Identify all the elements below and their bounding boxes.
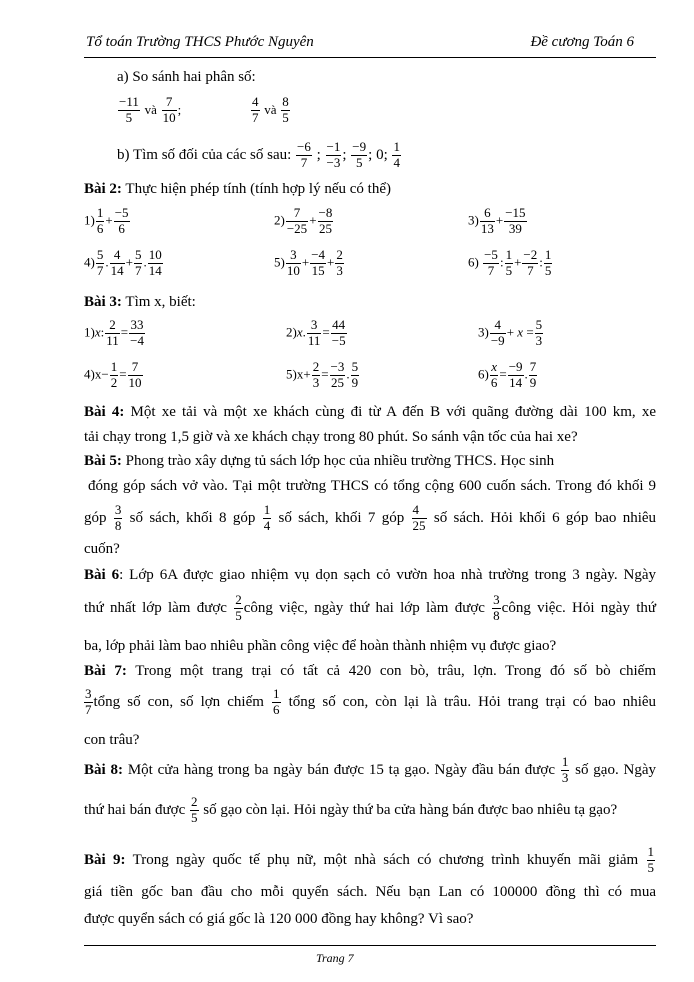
bai3-expr-1: 1)x: $\frac{2}{11}$ = $\frac{33}{-4}$ bbox=[84, 317, 144, 348]
bai3-expr-4: 4)x− $\frac{1}{2}$ = $\frac{7}{10}$ bbox=[84, 359, 142, 390]
bai9-line-2: giá tiền gốc ban đầu cho mỗi quyển sách. Nếu bạn Lan có 100000 đồng thì có mua bbox=[84, 884, 656, 900]
bai3-expr-3: 3) $\frac{4}{-9}$ + x = $\frac{5}{3}$ bbox=[478, 317, 543, 348]
bai3-heading: Bài 3: Tìm x, biết: bbox=[84, 294, 196, 310]
bai2-expr-1: 1) $\frac{1}{6}$ + $\frac{-5}{6}$ bbox=[84, 205, 129, 236]
bai5-line-1: Bài 5: Phong trào xây dựng tủ sách lớp học của nhiều trường THCS. Học sinh bbox=[84, 453, 555, 469]
bai7-line-3: con trâu? bbox=[84, 732, 140, 748]
bai5-line-3: góp $\frac{3}{8}$ số sách, khối 8 góp $\frac{1}{4}$ số sách, khối 7 góp $\frac{4}{25}$ số sách. Hỏi khối 6 góp bao nhiêu bbox=[84, 502, 657, 533]
bai8-line-2: thứ hai bán được $\frac{2}{5}$ số gạo còn lại. Hỏi ngày thứ ba cửa hàng bán được bao nhiêu tạ gạo? bbox=[84, 794, 618, 825]
header-right: Đề cương Toán 6 bbox=[530, 34, 634, 50]
bai2-expr-3: 3) $\frac{6}{13}$ + $\frac{-15}{39}$ bbox=[468, 205, 526, 236]
bai4-line-1: Bài 4: Một xe tải và một xe khách cùng đi từ A đến B với quãng đường dài 100 km, xe bbox=[84, 404, 656, 420]
part-a-pair1: $\frac{-11}{5}$ và $\frac{7}{10}$ ; bbox=[119, 94, 182, 125]
part-b: b) Tìm số đối của các số sau: $\frac{-6}{7}$ ; $\frac{-1}{-3}$ ; $\frac{-9}{5}$ ; 0; $\frac{1}{4}$ bbox=[117, 139, 400, 170]
bai2-expr-6: 6) $\frac{-5}{7}$ : $\frac{1}{5}$ + $\frac{-2}{7}$ : $\frac{1}{5}$ bbox=[468, 247, 552, 278]
header-left: Tổ toán Trường THCS Phước Nguyên bbox=[86, 34, 314, 50]
bai9-line-1: Bài 9: Trong ngày quốc tế phụ nữ, một nhà sách có chương trình khuyến mãi giảm $\frac{1}{5}$ bbox=[84, 844, 655, 875]
bai5-line-4: cuốn? bbox=[84, 541, 120, 557]
bai9-line-3: được quyển sách có giá gốc là 120 000 đồng hay không? Vì sao? bbox=[84, 911, 474, 927]
bai7-line-2: $\frac{3}{7}$ tổng số con, số lợn chiếm $\frac{1}{6}$ tổng số con, còn lại là trâu. Hỏi trang trại có bao nhiêu bbox=[85, 686, 657, 717]
bai7-line-1: Bài 7: Trong một trang trại có tất cả 420 con bò, trâu, lợn. Trong đó số bò chiếm bbox=[84, 663, 656, 679]
bai6-line-2: thứ nhất lớp làm được $\frac{2}{5}$ công việc, ngày thứ hai lớp làm được $\frac{3}{8}$ công việc. Hỏi ngày thứ bbox=[84, 592, 657, 623]
bai2-expr-4: 4) $\frac{5}{7}$ . $\frac{4}{14}$ + $\frac{5}{7}$ . $\frac{10}{14}$ bbox=[84, 247, 162, 278]
bai6-line-3: ba, lớp phải làm bao nhiêu phần công việc để hoàn thành nhiệm vụ được giao? bbox=[84, 638, 557, 654]
page-number: Trang 7 bbox=[316, 951, 354, 965]
bai5-line-2: đóng góp sách vở vào. Tại một trường THCS có tổng cộng 600 cuốn sách. Trong đó khối 9 bbox=[88, 478, 656, 494]
bai4-line-2: tải chạy trong 1,5 giờ và xe khách chạy trong 80 phút. So sánh vận tốc của hai xe? bbox=[84, 429, 578, 445]
bai2-expr-5: 5) $\frac{3}{10}$ + $\frac{-4}{15}$ + $\frac{2}{3}$ bbox=[274, 247, 343, 278]
part-a-pair2: $\frac{4}{7}$ và $\frac{8}{5}$ bbox=[252, 94, 289, 125]
bai2-expr-2: 2) $\frac{7}{-25}$ + $\frac{-8}{25}$ bbox=[274, 205, 333, 236]
bai3-expr-2: 2)x. $\frac{3}{11}$ = $\frac{44}{-5}$ bbox=[286, 317, 346, 348]
bai6-line-1: Bài 6: Lớp 6A được giao nhiệm vụ dọn sạch cỏ vườn hoa nhà trường trong 3 ngày. Ngày bbox=[84, 567, 656, 583]
bai3-expr-6: 6) $\frac{x}{6}$ = $\frac{-9}{14}$ . $\frac{7}{9}$ bbox=[478, 359, 537, 390]
bai8-line-1: Bài 8: Một cửa hàng trong ba ngày bán được 15 tạ gạo. Ngày đầu bán được $\frac{1}{3}$ số gạo. Ngày bbox=[84, 754, 657, 785]
part-a-label: a) So sánh hai phân số: bbox=[117, 69, 256, 85]
bai3-expr-5: 5)x+ $\frac{2}{3}$ = $\frac{-3}{25}$ . $\frac{5}{9}$ bbox=[286, 359, 359, 390]
bai2-heading: Bài 2: Thực hiện phép tính (tính hợp lý nếu có thể) bbox=[84, 181, 391, 197]
footer-rule bbox=[84, 945, 656, 946]
header-rule bbox=[84, 57, 656, 58]
